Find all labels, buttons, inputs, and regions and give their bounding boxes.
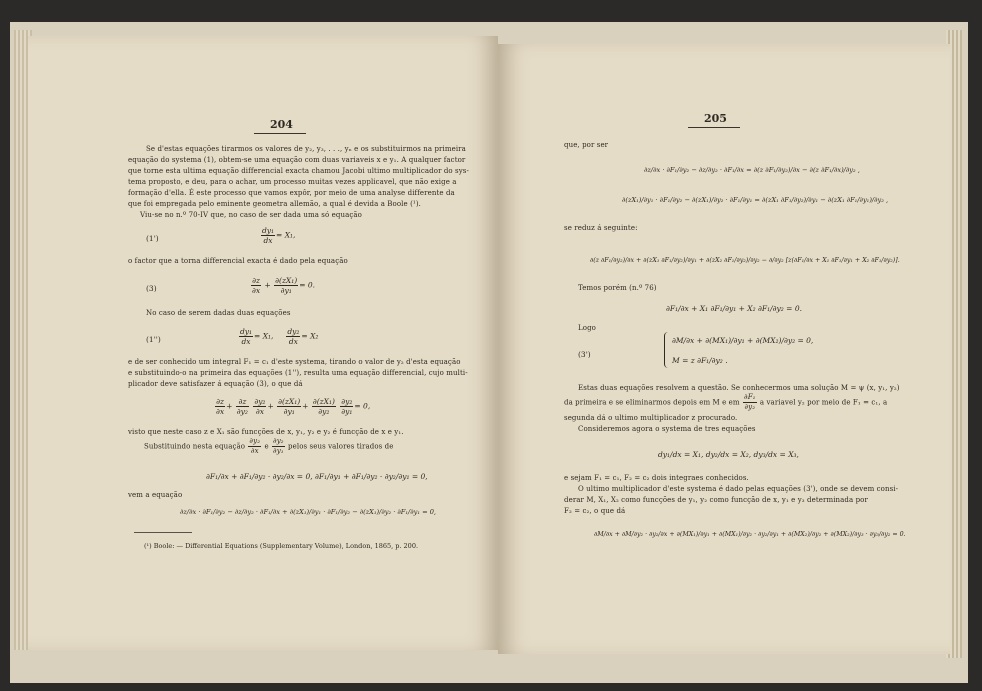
footnote: (¹) Boole: — Differential Equations (Supplementary Volume), London, 1865, p. 200. (144, 542, 419, 550)
equation-c: ∂(z ∂F₁/∂y₂)/∂x + ∂(zX₁ ∂F₁/∂y₂)/∂y₁ + ∂(zX₂ ∂F₁/∂y₂)/∂y₂ − ∂/∂y₂ [z(∂F₁/∂x + X₁ ∂F₁/∂y₁ + X₂ ∂F₁/∂y₂)]. (590, 257, 900, 264)
paragraph-line: vem a equação (128, 491, 183, 499)
paragraph-line: e substituindo-o na primeira das equações (1''), resulta uma equação differencial, cujo multi- (128, 369, 468, 377)
paragraph-line: F₂ = c₂, o que dá (564, 507, 626, 515)
equation-1-prime: $\frac{\text{dy₁}}{dx}$ = X₁, (262, 226, 296, 245)
paragraph-line: plicador deve satisfazer á equação (3), o que dá (128, 380, 303, 388)
paragraph-line: que torne esta ultima equação differencial exacta chamou Jacobi ultimo multiplicador do sys- (128, 167, 469, 175)
right-page (498, 44, 950, 654)
equation-6: ∂z/∂x · ∂F₁/∂y₂ − ∂z/∂y₂ · ∂F₁/∂x + ∂(zX₁)/∂y₁ · ∂F₁/∂y₂ − ∂(zX₁)/∂y₂ · ∂F₁/∂y₁ = 0, (180, 508, 437, 516)
equation-3: $\frac{\partial z}{\partial x}$ + $\frac{\text{∂(zX₁)}}{\text{∂y₁}}$ = 0. (252, 276, 316, 295)
paragraph-line: Temos porém (n.º 76) (578, 284, 657, 292)
paragraph-line: se reduz á seguinte: (564, 224, 638, 232)
paragraph-line: o factor que a torna differencial exacta é dado pela equação (128, 257, 348, 265)
equation-f: dy₁/dx = X₁, dy₂/dx = X₂, dy₃/dx = X₃, (658, 450, 799, 459)
paragraph-line: segunda dá o ultimo multiplicador z procurado. (564, 414, 738, 422)
paragraph-line: Viu-se no n.º 70-IV que, no caso de ser dada uma só equação (140, 211, 362, 219)
paragraph-line: formação d'ella. É este processo que vamos expôr, por meio de uma analyse differente da (128, 189, 455, 197)
equation-label: (1') (146, 234, 159, 243)
equation-5: ∂F₁/∂x + ∂F₁/∂y₂ · ∂y₂/∂x = 0, ∂F₁/∂y₁ + ∂F₁/∂y₂ · ∂y₂/∂y₁ = 0, (206, 472, 428, 481)
page-number-rule (688, 127, 740, 128)
paragraph-line: Consideremos agora o systema de tres equações (578, 425, 756, 433)
paragraph-line: da primeira e se eliminarmos depois em M e em $\frac{\text{∂F₁}}{\text{∂y₂}}$ a variavel y₂ por meio de F₁ = c₁, a (564, 393, 888, 411)
footnote-rule (134, 532, 192, 533)
paragraph-line: visto que neste caso z e X₁ são funcções de x, y₁, y₂ e y₂ é funcção de x e y₁. (128, 428, 404, 436)
paragraph-line: Logo (578, 324, 596, 332)
paragraph-line: O ultimo multiplicador d'este systema é dado pelas equações (3'), onde se devem consi- (578, 485, 899, 493)
equation-g: ∂M/∂x + ∂M/∂y₂ · ∂y₂/∂x + ∂(MX₁)/∂y₁ + ∂(MX₁)/∂y₂ · ∂y₂/∂y₁ + ∂(MX₂)/∂y₂ + ∂(MX₂)/∂y₃ · ∂y₃/∂y₂ = 0. (594, 531, 906, 538)
equation-e1: ∂M/∂x + ∂(MX₁)/∂y₁ + ∂(MX₂)/∂y₂ = 0, (672, 336, 814, 345)
equation-label: (3) (146, 284, 157, 293)
paragraph-line: tema proposto, e deu, para o achar, um processo muitas vezes applicavel, que não exige a (128, 178, 457, 186)
paragraph-line: Se d'estas equações tirarmos os valores de y₂, y₃, . . ., yₙ e os substituirmos na primeira (146, 145, 466, 153)
paragraph-line: equação do systema (1), obtem-se uma equação com duas variaveis x e y₁. A qualquer factor (128, 156, 466, 164)
equation-brace (664, 332, 669, 368)
equation-label: (1'') (146, 335, 161, 344)
page-number-rule (254, 133, 306, 134)
paragraph-line: Estas duas equações resolvem a questão. Se conhecermos uma solução M = ψ (x, y₁, y₂) (578, 384, 900, 392)
equation-label: (3') (578, 350, 591, 359)
paragraph-line: derar M, X₁, X₂ como funcções de y₁, y₂ como funcção de x, y₁ e y₃ determinada por (564, 496, 868, 504)
paragraph-line: que, por ser (564, 141, 609, 149)
equation-1-double-prime: $\frac{\text{dy₁}}{dx}$ = X₁, $\frac{\text{dy₂}}{dx}$ = X₂ (240, 327, 319, 346)
equation-e2: M = z ∂F₁/∂y₂ . (672, 356, 728, 365)
equation-a: ∂z/∂x · ∂F₁/∂y₂ − ∂z/∂y₂ · ∂F₁/∂x = ∂(z ∂F₁/∂y₂)/∂x − ∂(z ∂F₁/∂x)/∂y₂ , (644, 166, 860, 174)
equation-d: ∂F₁/∂x + X₁ ∂F₁/∂y₁ + X₂ ∂F₁/∂y₂ = 0. (666, 304, 802, 313)
paragraph-line: que foi empregada pelo eminente geometra allemão, a qual é devida a Boole (¹). (128, 200, 421, 208)
equation-b: ∂(zX₁)/∂y₁ · ∂F₁/∂y₂ − ∂(zX₁)/∂y₂ · ∂F₁/∂y₁ = ∂(zX₁ ∂F₁/∂y₂)/∂y₁ − ∂(zX₁ ∂F₁/∂y₁)/∂y₂ , (622, 196, 889, 204)
paragraph-line: e de ser conhecido um integral F₁ = c₁ d'este systema, tirando o valor de y₂ d'esta equação (128, 358, 461, 366)
paragraph-line: e sejam F₁ = c₁, F₂ = c₂ dois integraes conhecidos. (564, 474, 749, 482)
left-page (28, 36, 498, 650)
paragraph-line: No caso de serem dadas duas equações (146, 309, 291, 317)
paragraph-line: Substituindo nesta equação $\frac{\text{∂y₂}}{\partial x}$ e $\frac{\text{∂y₂}}{\text{∂y₁}}$ pelos seus valores tirados de (144, 437, 394, 455)
equation-4: $\frac{\partial z}{\partial x}$ + $\frac{\partial z}{\text{∂y₂}}$ $\frac{\text{∂y₂}}{\partial x}$ + $\frac{\text{∂(zX₁)}}{\text{∂y₁}}$ + $\frac{\text{∂(zX₁)}}{\text{∂y₂}}$ $\frac{\text{∂y₂}}{\text{∂y₁}}$ = 0, (216, 397, 371, 416)
page-number-right: 205 (704, 112, 727, 125)
page-number-left: 204 (270, 118, 293, 131)
